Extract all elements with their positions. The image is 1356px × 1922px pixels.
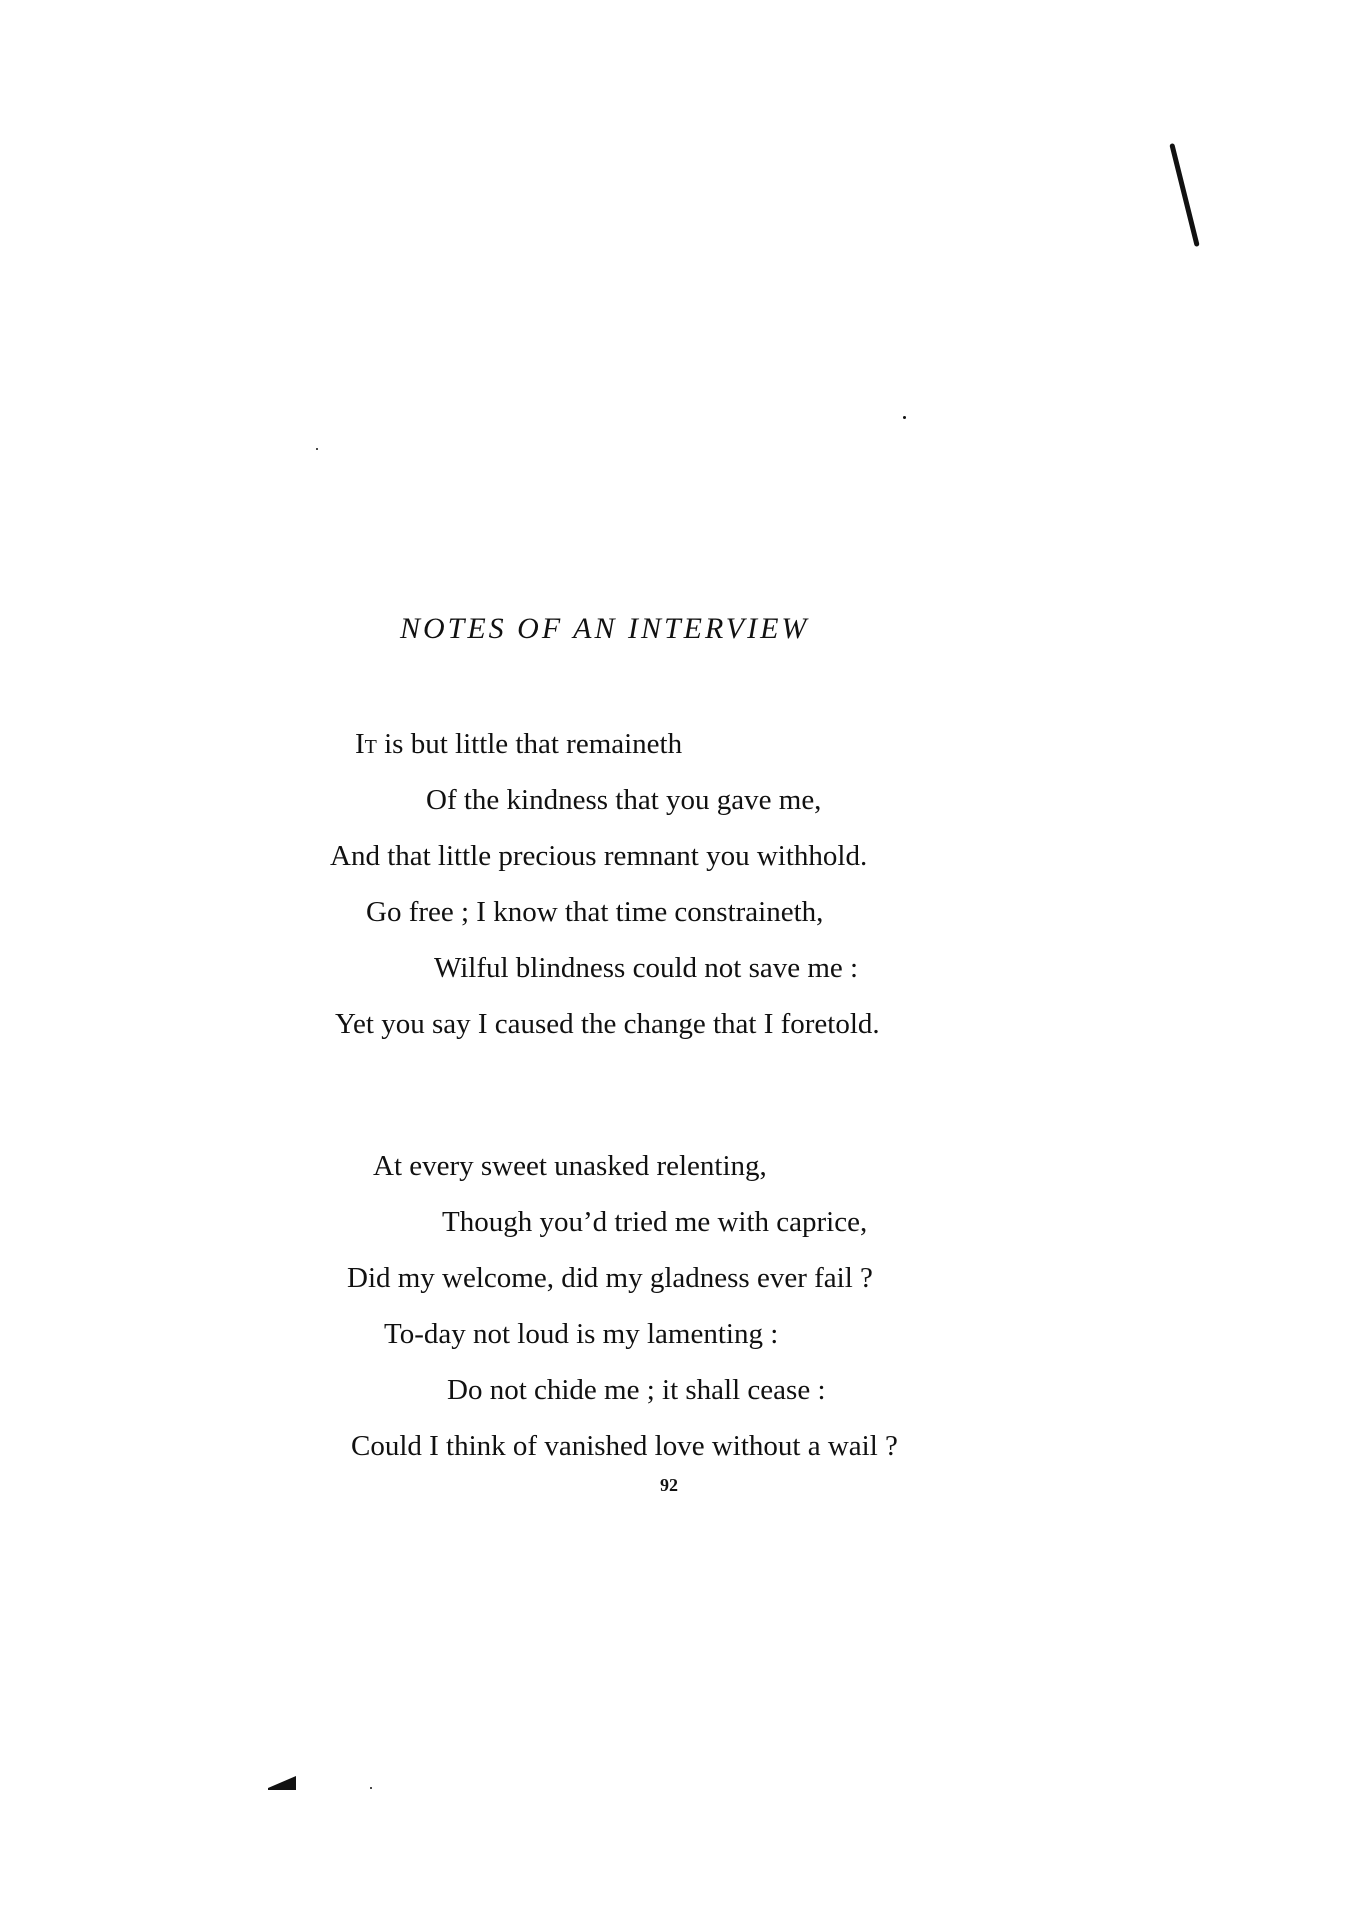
poem-title: NOTES OF AN INTERVIEW [400,612,810,645]
stanza2-line6: Could I think of vanished love without a wail ? [351,1430,898,1462]
scan-dot-mark [903,416,906,419]
stanza1-first-word: It [355,728,377,760]
stanza1-line1 [355,728,682,761]
stanza2-line4: To-day not loud is my lamenting : [384,1318,779,1350]
page-number: 92 [660,1475,678,1495]
stanza1-line4: Go free ; I know that time constraineth, [366,896,824,928]
stanza2-line1: At every sweet unasked relenting, [373,1150,767,1182]
stanza1-line2: Of the kindness that you gave me, [426,784,822,816]
stanza1-line3: And that little precious remnant you withhold. [330,840,868,872]
stanza1-line6: Yet you say I caused the change that I foretold. [335,1008,880,1040]
scan-dot-mark [370,1787,372,1789]
stanza1-line5: Wilful blindness could not save me : [434,952,859,984]
stanza2-line2: Though you’d tried me with caprice, [442,1206,868,1238]
scan-wedge-mark [268,1776,296,1790]
scan-dot-mark [316,448,318,450]
stanza1-line1-rest: is but little that remaineth [376,728,683,760]
scan-stroke-mark [1169,143,1199,247]
stanza2-line5: Do not chide me ; it shall cease : [447,1374,826,1406]
stanza2-line3: Did my welcome, did my gladness ever fail ? [347,1262,873,1294]
